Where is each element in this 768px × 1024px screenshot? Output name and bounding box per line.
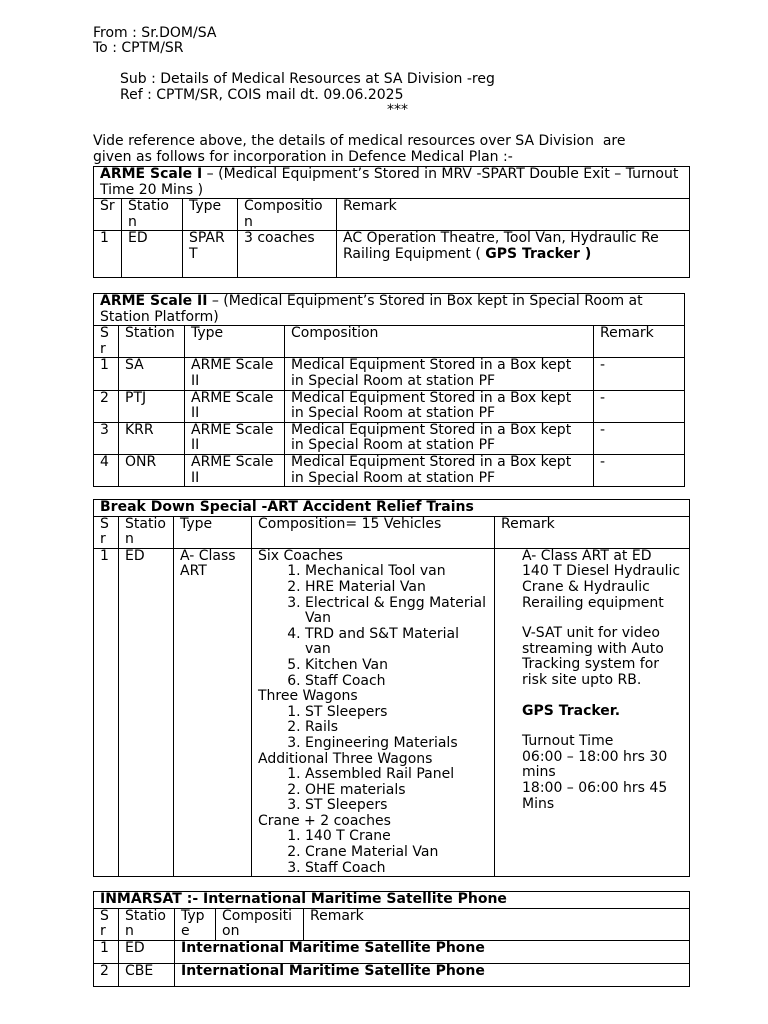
remark-class: A- Class ART at ED <box>522 547 652 564</box>
header-type: Type <box>175 908 216 940</box>
intro-line-1: Vide reference above, the details of medical resources over SA Division are <box>93 133 626 149</box>
header-composition: Composition <box>238 199 337 231</box>
row-composition <box>252 548 495 876</box>
list-item: 2. OHE materials <box>305 783 488 799</box>
table-row-sr: 1 <box>94 940 119 963</box>
remark-turnout-title: Turnout Time <box>522 733 614 750</box>
header-station: Station <box>122 199 183 231</box>
table-row-station: CBE <box>119 963 175 986</box>
header-station: Station <box>119 326 185 358</box>
subject-line: Sub : Details of Medical Resources at SA Division -reg <box>120 71 495 87</box>
header-sr: Sr <box>94 908 119 940</box>
table-row-sr: 1 <box>94 358 119 390</box>
header-remark: Remark <box>594 326 685 358</box>
table-row-type: ARME Scale II <box>185 358 285 390</box>
list-item: 3. Electrical & Engg Material Van <box>305 596 488 627</box>
header-remark: Remark <box>495 516 690 548</box>
header-type: Type <box>174 516 252 548</box>
table-row-station: ONR <box>119 454 185 486</box>
header-composition: Composition <box>285 326 594 358</box>
table-row-remark: - <box>594 422 685 454</box>
row-station: ED <box>119 548 174 876</box>
header-remark: Remark <box>304 908 690 940</box>
header-type: Type <box>185 326 285 358</box>
list-item: 3. ST Sleepers <box>305 798 488 814</box>
remark-turnout-night: 18:00 – 06:00 hrs 45 Mins <box>522 779 668 812</box>
header-station: Station <box>119 908 175 940</box>
table-row-type: ARME Scale II <box>185 454 285 486</box>
header-sr: Sr <box>94 326 119 358</box>
group-heading: Three Wagons <box>258 688 358 705</box>
arme-scale-2-table <box>93 293 685 487</box>
intro-line-2: given as follows for incorporation in Defence Medical Plan :- <box>93 149 513 165</box>
row-type: SPART <box>183 231 238 278</box>
row-composition: 3 coaches <box>238 231 337 278</box>
coach-list <box>258 564 488 689</box>
header-remark: Remark <box>337 199 690 231</box>
to-line: To : CPTM/SR <box>93 40 184 56</box>
table-row-composition: Medical Equipment Stored in a Box kept in Special Room at station PF <box>285 454 594 486</box>
list-item: 1. ST Sleepers <box>305 705 488 721</box>
header-type: Type <box>183 199 238 231</box>
art-table <box>93 499 690 877</box>
row-station: ED <box>122 231 183 278</box>
table-row-type: ARME Scale II <box>185 422 285 454</box>
row-remark <box>495 548 690 876</box>
header-sr: Sr <box>94 199 122 231</box>
table-row-type: ARME Scale II <box>185 390 285 422</box>
arme-scale-1-title: ARME Scale I – (Medical Equipment’s Stored in MRV -SPART Double Exit – Turnout Time 20 Mins ) <box>94 167 690 199</box>
table-row-composition: Medical Equipment Stored in a Box kept in Special Room at station PF <box>285 390 594 422</box>
list-item: 3. Staff Coach <box>305 861 488 877</box>
table-row-composition: Medical Equipment Stored in a Box kept in Special Room at station PF <box>285 358 594 390</box>
group-heading: Additional Three Wagons <box>258 750 433 767</box>
list-item: 1. 140 T Crane <box>305 829 488 845</box>
inmarsat-table <box>93 891 690 987</box>
crane-list <box>258 829 488 876</box>
table-row-station: PTJ <box>119 390 185 422</box>
table-row-remark: - <box>594 358 685 390</box>
list-item: 1. Assembled Rail Panel <box>305 767 488 783</box>
list-item: 2. Rails <box>305 720 488 736</box>
table-row-description: International Maritime Satellite Phone <box>175 940 690 963</box>
remark-crane: 140 T Diesel Hydraulic Crane & Hydraulic Rerailing equipment <box>522 563 681 611</box>
list-item: 6. Staff Coach <box>305 674 488 690</box>
list-item: 1. Mechanical Tool van <box>305 564 488 580</box>
table-row-station: SA <box>119 358 185 390</box>
list-item: 2. HRE Material Van <box>305 580 488 596</box>
header-station: Station <box>119 516 174 548</box>
table-row-station: ED <box>119 940 175 963</box>
separator-stars: *** <box>387 102 408 118</box>
header-composition: Composition <box>216 908 304 940</box>
list-item: 4. TRD and S&T Material van <box>305 627 488 658</box>
row-remark: AC Operation Theatre, Tool Van, Hydraulic Re Railing Equipment ( GPS Tracker ) <box>337 231 690 278</box>
remark-vsat: V-SAT unit for video streaming with Auto Tracking system for risk site upto RB. <box>522 625 664 688</box>
table-row-sr: 2 <box>94 963 119 986</box>
from-line: From : Sr.DOM/SA <box>93 25 217 41</box>
remark-gps: GPS Tracker. <box>522 702 621 719</box>
remark-turnout-day: 06:00 – 18:00 hrs 30 mins <box>522 748 668 781</box>
group-heading: Crane + 2 coaches <box>258 812 391 829</box>
header-composition: Composition= 15 Vehicles <box>252 516 495 548</box>
table-row-station: KRR <box>119 422 185 454</box>
wagon-list <box>258 705 488 752</box>
header-sr: Sr <box>94 516 119 548</box>
table-row-sr: 2 <box>94 390 119 422</box>
table-row-remark: - <box>594 454 685 486</box>
list-item: 3. Engineering Materials <box>305 736 488 752</box>
table-row-remark: - <box>594 390 685 422</box>
list-item: 5. Kitchen Van <box>305 658 488 674</box>
table-row-sr: 4 <box>94 454 119 486</box>
arme-scale-1-table <box>93 166 690 278</box>
reference-line: Ref : CPTM/SR, COIS mail dt. 09.06.2025 <box>120 87 404 103</box>
table-row-description: International Maritime Satellite Phone <box>175 963 690 986</box>
inmarsat-title: INMARSAT :- International Maritime Satellite Phone <box>94 892 690 909</box>
arme-scale-2-title: ARME Scale II – (Medical Equipment’s Stored in Box kept in Special Room at Station Platform) <box>94 294 685 326</box>
row-type: A- Class ART <box>174 548 252 876</box>
additional-wagon-list <box>258 767 488 814</box>
table-row-composition: Medical Equipment Stored in a Box kept in Special Room at station PF <box>285 422 594 454</box>
list-item: 2. Crane Material Van <box>305 845 488 861</box>
table-row-sr: 3 <box>94 422 119 454</box>
group-heading: Six Coaches <box>258 547 343 564</box>
row-sr: 1 <box>94 548 119 876</box>
row-sr: 1 <box>94 231 122 278</box>
art-title: Break Down Special -ART Accident Relief Trains <box>94 500 690 517</box>
